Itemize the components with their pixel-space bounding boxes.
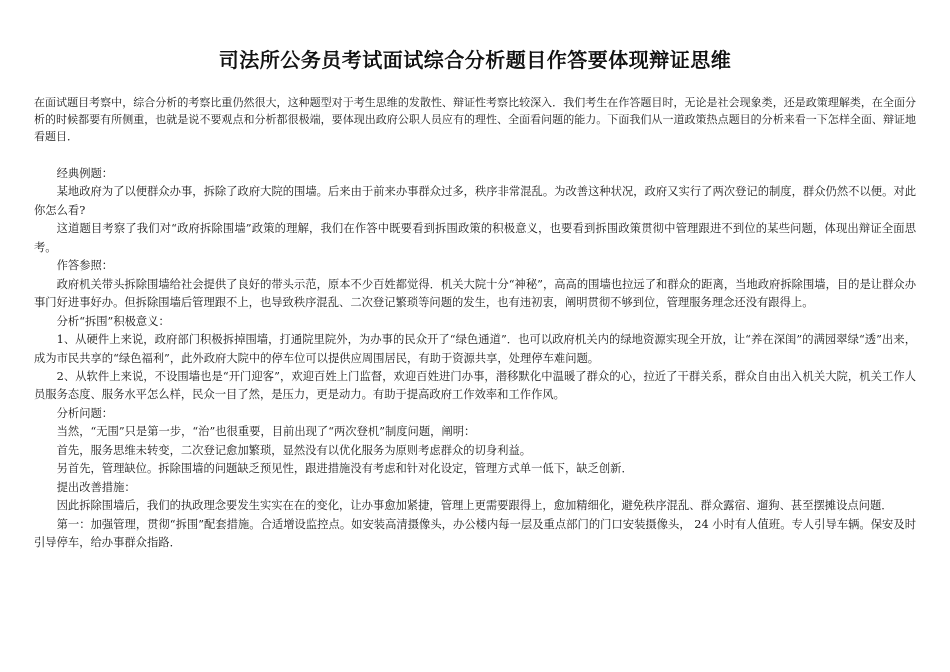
heading-positive-significance: 分析“拆围”积极意义：	[56, 314, 170, 328]
document-title: 司法所公务员考试面试综合分析题目作答要体现辩证思维	[218, 48, 732, 72]
example-question: 某地政府为了以便群众办事，拆除了政府大院的围墙。后来由于前来办事群众过多，秩序非常混乱。为改善这种状况，政府又实行了两次登记的制度，群众仍然不以便。对此你怎么看?	[34, 185, 916, 217]
intro-paragraph: 在面试题目考察中，综合分析的考察比重仍然很大，这种题型对于考生思维的发散性、辩证性考察比较深入．我们考生在作答题目时，无论是社会现象类，还是政策理解类，在全面分析的时候都要有所侧重，也就是说不要观点和分析都很极端，要体现出政府公职人员应有的理性、全面看问题的能力。下面我们从一道政策热点题目的分析来看一下怎样全面、辩证地看题目．	[34, 96, 916, 143]
problem-second: 另首先，管理缺位。拆除围墙的问题缺乏预见性，跟进措施没有考虑和针对化设定，管理方式单一低下，缺乏创新．	[56, 462, 633, 476]
heading-improvement-measures: 提出改善措施：	[56, 480, 136, 494]
problem-intro: 当然，“无围”只是第一步，“治”也很重要，目前出现了“两次登机”制度问题，阐明：	[56, 425, 476, 439]
measure-first: 第一：加强管理，贯彻“拆围”配套措施。合适增设监控点。如安装高清摄像头，办公楼内每一层及重点部门的门口安装摄像头， 24 小时有人值班。专人引导车辆。保安及时引导停车，给办事群众指路．	[34, 517, 916, 550]
point-software: 2、从软件上来说，不设围墙也是“开门迎客”，欢迎百姓上门监督，欢迎百姓进门办事，潜移默化中温暖了群众的心，拉近了干群关系，群众自由出入机关大院，机关工作人员服务态度、服务水平怎么样，民众一目了然，是压力，更是动力。有助于提高政府工作效率和工作作风。	[34, 369, 916, 402]
document-body	[34, 165, 916, 553]
point-hardware: 1、从硬件上来说，政府部门积极拆掉围墙，打通院里院外，为办事的民众开了“绿色通道”．也可以政府机关内的绿地资源实现全开放，让“养在深闺”的满园翠绿“透”出来，成为市民共享的“绿色福利”，此外政府大院中的停车位可以提供应周围居民，有助于资源共享，处理停车难问题。	[34, 333, 916, 365]
measures-intro: 因此拆除围墙后，我们的执政理念要发生实实在在的变化，让办事愈加紧捷，管理上更需要跟得上，愈加精细化，避免秩序混乱、群众露宿、遛狗、甚至摆摊设点问题．	[56, 499, 893, 513]
problem-first: 首先，服务思维未转变，二次登记愈加繁琐，显然没有以优化服务为原则考虑群众的切身利益。	[56, 443, 532, 457]
heading-reference-answer: 作答参照：	[56, 259, 114, 273]
heading-classic-example: 经典例题：	[56, 167, 114, 180]
heading-problem-analysis: 分析问题：	[56, 406, 114, 420]
question-analysis: 这道题目考察了我们对“政府拆除围墙”政策的理解，我们在作答中既要看到拆围政策的积极意义，也要看到拆围政策贯彻中管理跟进不到位的某些问题，体现出辩证全面思考。	[34, 222, 916, 254]
reference-answer: 政府机关带头拆除围墙给社会提供了良好的带头示范，原本不少百姓都觉得．机关大院十分“神秘”，高高的围墙也拉远了和群众的距离，当地政府拆除围墙，目的是让群众办事门好进事好办。但拆除围墙后管理跟不上，也导致秩序混乱、二次登记繁琐等问题的发生，也有违初衷，阐明贯彻不够到位，管理服务理念还没有跟得上。	[34, 277, 916, 310]
